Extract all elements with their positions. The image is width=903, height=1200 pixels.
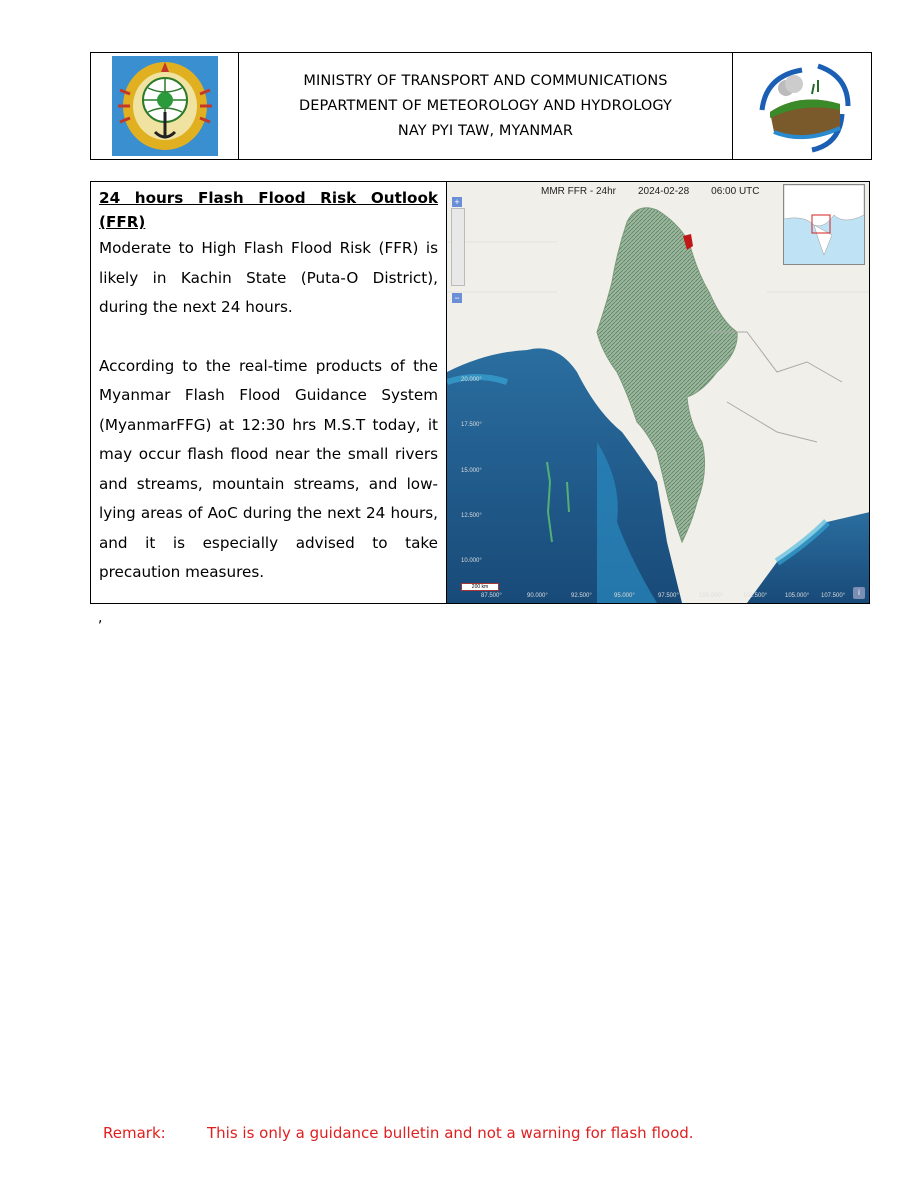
overview-map[interactable] — [783, 184, 865, 265]
overview-map-image — [784, 185, 864, 264]
bulletin-header — [90, 52, 872, 160]
remark-text: This is only a guidance bulletin and not a warning for flash flood. — [207, 1124, 694, 1142]
lon-label: 95.000° — [614, 593, 635, 599]
zoom-in-button[interactable]: + — [452, 197, 462, 207]
info-button[interactable]: i — [853, 587, 865, 599]
ministry-name: MINISTRY OF TRANSPORT AND COMMUNICATIONS — [303, 73, 668, 89]
lon-label: 97.500° — [658, 593, 679, 599]
outlook-title: 24 hours Flash Flood Risk Outlook (FFR) — [99, 189, 438, 231]
lon-label: 90.000° — [527, 593, 548, 599]
lon-label: 105.000° — [785, 593, 810, 599]
scale-bar: 200 km — [461, 583, 499, 591]
guidance-detail: According to the real-time products of the Myanmar Flash Flood Guidance System (MyanmarFFG) at 12:30 hrs M.S.T today, it may occur flash flood near the small rivers and streams, mountain streams, and low-lying areas of AoC during the next 24 hours, and it is especially advised to take precaution measures. — [99, 356, 438, 581]
zoom-out-button[interactable]: − — [452, 293, 462, 303]
department-name: DEPARTMENT OF METEOROLOGY AND HYDROLOGY — [298, 98, 673, 114]
ministry-logo-cell — [91, 53, 239, 159]
lat-label: 10.000° — [461, 558, 482, 564]
lat-label: 17.500° — [461, 422, 482, 428]
zoom-slider[interactable] — [451, 208, 465, 286]
ministry-emblem-icon — [110, 54, 220, 158]
outlook-panel — [90, 181, 870, 604]
map-time: 06:00 UTC — [711, 186, 760, 197]
risk-summary: Moderate to High Flash Flood Risk (FFR) is likely in Kachin State (Puta-O District), during the next 24 hours. — [99, 239, 438, 316]
header-titles — [239, 53, 732, 159]
ffr-map[interactable] — [447, 182, 869, 603]
map-caption — [541, 186, 760, 197]
lon-label: 102.500° — [743, 593, 768, 599]
remark-label: Remark: — [103, 1124, 166, 1142]
lon-label: 87.500° — [481, 593, 502, 599]
department-logo-cell — [732, 53, 871, 159]
location-name: NAY PYI TAW, MYANMAR — [397, 123, 574, 139]
lat-label: 12.500° — [461, 513, 482, 519]
stray-mark: , — [98, 610, 103, 626]
outlook-text-cell — [91, 182, 447, 603]
lon-label: 92.500° — [571, 593, 592, 599]
map-date: 2024-02-28 — [638, 186, 690, 197]
lon-label: 100.000° — [699, 593, 724, 599]
lon-label: 107.500° — [821, 593, 846, 599]
lat-label: 15.000° — [461, 468, 482, 474]
lat-label: 20.000° — [461, 377, 482, 383]
map-product: MMR FFR - 24hr — [541, 186, 616, 197]
hydrology-cycle-icon — [746, 54, 858, 158]
